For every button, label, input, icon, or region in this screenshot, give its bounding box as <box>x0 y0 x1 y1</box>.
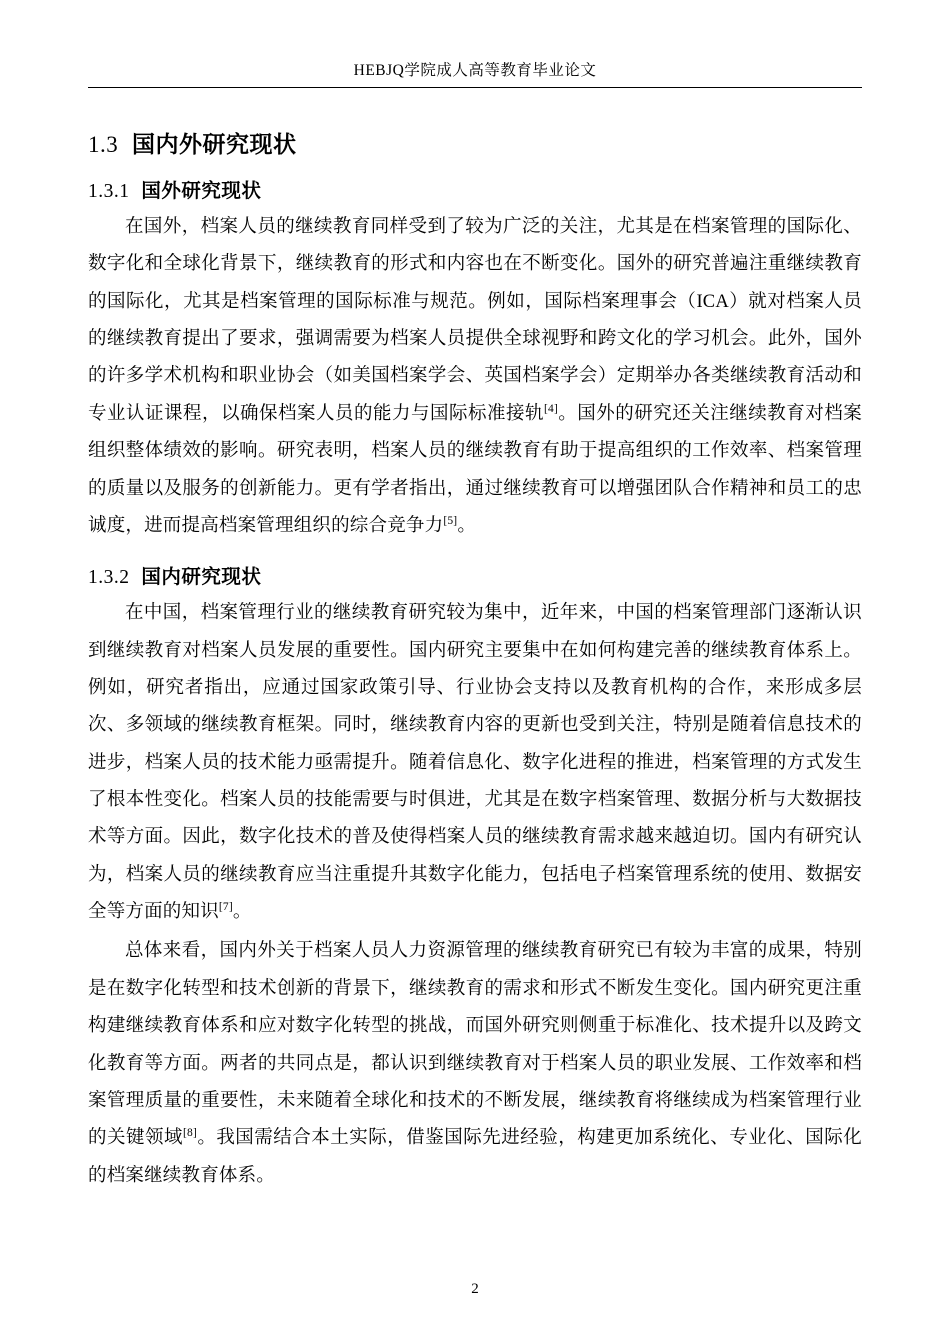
running-title: HEBJQ学院成人高等教育毕业论文 <box>353 62 597 79</box>
heading-1-3-2-text: 国内研究现状 <box>141 566 262 589</box>
citation-marker: [7] <box>218 900 233 913</box>
paragraph-foreign-research <box>88 209 862 545</box>
paragraph-summary <box>88 933 862 1195</box>
heading-1-3-1-number: 1.3.1 <box>88 181 130 202</box>
paragraph-text-part: 在中国，档案管理行业的继续教育研究较为集中，近年来，中国的档案管理部门逐渐认识到继续教育对档案人员发展的重要性。国内研究主要集中在如何构建完善的继续教育体系上。例如，研究者指出，应通过国家政策引导、行业协会支持以及教育机构的合作，来形成多层次、多领域的继续教育框架。同时，继续教育内容的更新也受到关注，特别是随着信息技术的进步，档案人员的技术能力亟需提升。随着信息化、数字化进程的推进，档案管理的方式发生了根本性变化。档案人员的技能需要与时俱进，尤其是在数字档案管理、数据分析与大数据技术等方面。因此，数字化技术的普及使得档案人员的继续教育需求越来越迫切。国内有研究认为，档案人员的继续教育应当注重提升其数字化能力，包括电子档案管理系统的使用、数据安全等方面的知识 <box>88 603 862 923</box>
paragraph-text-part: 。国外的研究还关注继续教育对档案组织整体绩效的影响。研究表明，档案人员的继续教育有助于提高组织的工作效率、档案管理的质量以及服务的创新能力。更有学者指出，通过继续教育可以增强团队合作精神和员工的忠诚度，进而提高档案管理组织的综合竞争力 <box>88 403 862 536</box>
heading-1-3-2-number: 1.3.2 <box>88 567 130 589</box>
paragraph-text-part: 总体来看，国内外关于档案人员人力资源管理的继续教育研究已有较为丰富的成果，特别是在数字化转型和技术创新的背景下，继续教育的需求和形式不断发生变化。国内研究更注重构建继续教育体系和应对数字化转型的挑战，而国外研究则侧重于标准化、技术提升以及跨文化教育等方面。两者的共同点是，都认识到继续教育对于档案人员的职业发展、工作效率和档案管理质量的重要性，未来随着全球化和技术的不断发展，继续教育将继续成为档案管理行业的关键领域 <box>88 941 862 1149</box>
citation-marker: [5] <box>443 514 458 527</box>
heading-1-3 <box>88 126 862 159</box>
paragraph-text-part: 。 <box>232 902 252 923</box>
heading-1-3-number: 1.3 <box>88 132 119 157</box>
paragraph-text-part: 在国外，档案人员的继续教育同样受到了较为广泛的关注，尤其是在档案管理的国际化、数字化和全球化背景下，继续教育的形式和内容也在不断变化。国外的研究普遍注重继续教育的国际化，尤其是档案管理的国际标准与规范。例如，国际档案理事会（ICA）就对档案人员的继续教育提出了要求，强调需要为档案人员提供全球视野和跨文化的学习机会。此外，国外的许多学术机构和职业协会（如美国档案学会、英国档案学会）定期举办各类继续教育活动和专业认证课程，以确保档案人员的能力与国际标准接轨 <box>88 217 862 424</box>
page-number: 2 <box>471 1281 479 1297</box>
heading-1-3-1-text: 国外研究现状 <box>141 180 262 202</box>
paragraph-domestic-research <box>88 595 862 931</box>
paragraph-text-part: 。 <box>457 515 477 536</box>
page-header <box>88 58 862 88</box>
heading-1-3-text: 国内外研究现状 <box>132 131 297 157</box>
citation-marker: [8] <box>183 1127 198 1140</box>
paragraph-text-part: 。我国需结合本土实际，借鉴国际先进经验，构建更加系统化、专业化、国际化的档案继续教育体系。 <box>88 1128 862 1186</box>
heading-1-3-1 <box>88 175 862 203</box>
citation-marker: [4] <box>543 402 558 415</box>
heading-1-3-2 <box>88 561 862 589</box>
